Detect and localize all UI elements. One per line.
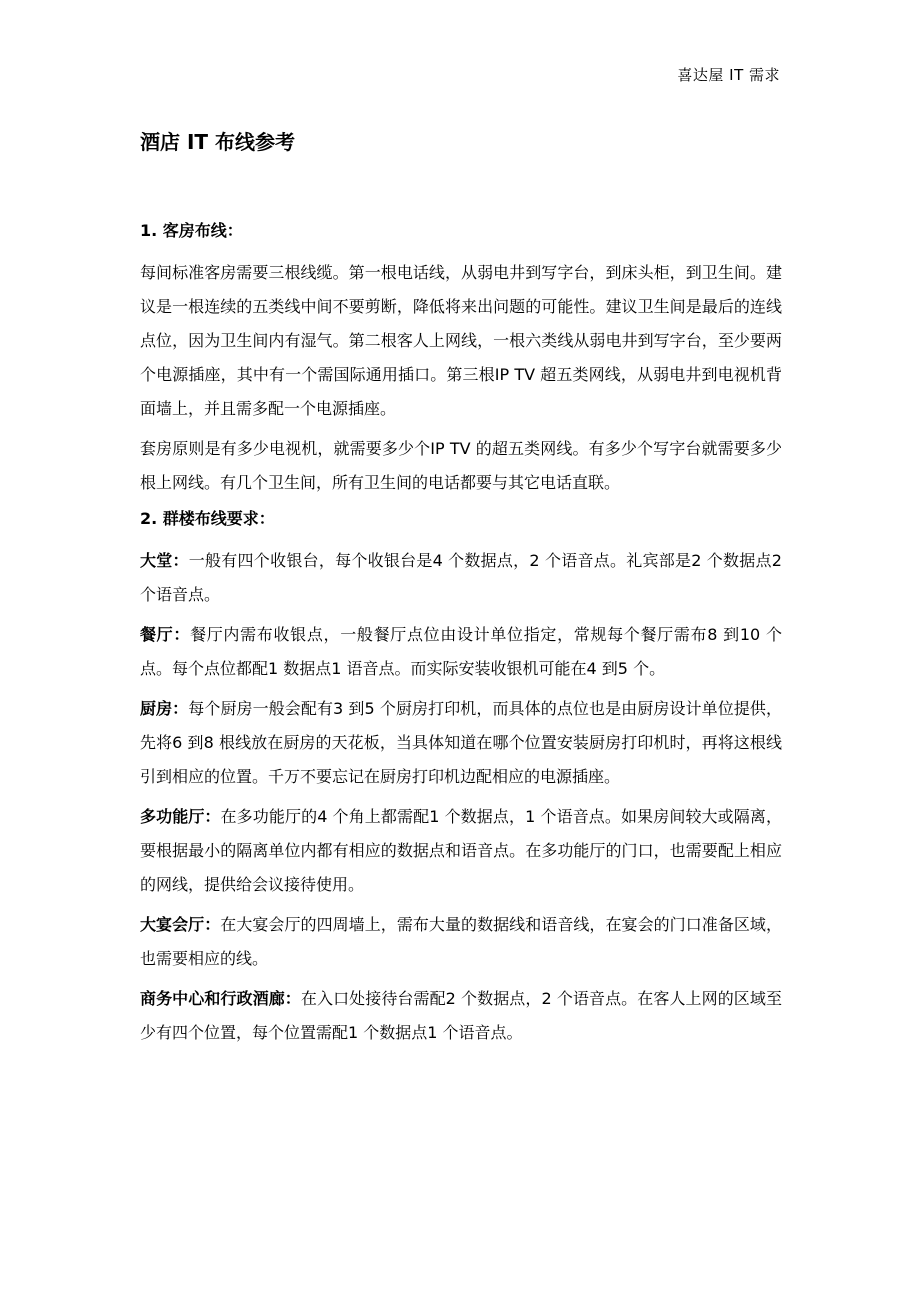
document-title: 酒店 IT 布线参考 [140, 130, 296, 154]
paragraph-label: 大堂： [140, 551, 189, 570]
page-header: 喜达屋 IT 需求 [677, 66, 780, 84]
paragraph-label: 商务中心和行政酒廊： [140, 989, 301, 1008]
paragraph-text: 一般有四个收银台，每个收银台是4 个数据点，2 个语音点。礼宾部是2 个数据点2 个语音点。 [140, 551, 782, 604]
document-body [140, 216, 782, 1050]
paragraph-text: 每个厨房一般会配有3 到5 个厨房打印机，而具体的点位也是由厨房设计单位提供，先将6 到8 根线放在厨房的天花板，当具体知道在哪个位置安装厨房打印机时，再将这根线引到相应的位置。千万不要忘记在厨房打印机边配相应的电源插座。 [140, 699, 782, 786]
paragraph-ballroom [140, 908, 782, 976]
paragraph-text: 在入口处接待台需配2 个数据点，2 个语音点。在客人上网的区域至少有四个位置，每个位置需配1 个数据点1 个语音点。 [140, 989, 782, 1042]
paragraph-kitchen [140, 692, 782, 794]
paragraph-label: 餐厅： [140, 625, 191, 644]
section-heading-guest-room: 1. 客房布线： [140, 221, 243, 240]
paragraph-lobby [140, 544, 782, 612]
paragraph-label: 厨房： [140, 699, 189, 718]
paragraph-text: 餐厅内需布收银点，一般餐厅点位由设计单位指定，常规每个餐厅需布8 到10 个点。每个点位都配1 数据点1 语音点。而实际安装收银机可能在4 到5 个。 [140, 625, 782, 678]
paragraph-restaurant [140, 618, 782, 686]
paragraph-text: 在多功能厅的4 个角上都需配1 个数据点，1 个语音点。如果房间较大或隔离，要根据最小的隔离单位内都有相应的数据点和语音点。在多功能厅的门口，也需要配上相应的网线，提供给会议接待使用。 [140, 807, 782, 894]
paragraph-label: 大宴会厅： [140, 915, 221, 934]
paragraph-label: 多功能厅： [140, 807, 221, 826]
paragraph-business-center [140, 982, 782, 1050]
paragraph-guest-room-standard: 每间标准客房需要三根线缆。第一根电话线，从弱电井到写字台，到床头柜，到卫生间。建议是一根连续的五类线中间不要剪断，降低将来出问题的可能性。建议卫生间是最后的连线点位，因为卫生间内有湿气。第二根客人上网线，一根六类线从弱电井到写字台，至少要两个电源插座，其中有一个需国际通用插口。第三根IP TV 超五类网线，从弱电井到电视机背面墙上，并且需多配一个电源插座。 [140, 263, 782, 418]
paragraph-text: 在大宴会厅的四周墙上，需布大量的数据线和语音线，在宴会的门口准备区域，也需要相应的线。 [140, 915, 782, 968]
paragraph-function-room [140, 800, 782, 902]
paragraph-suite: 套房原则是有多少电视机，就需要多少个IP TV 的超五类网线。有多少个写字台就需要多少根上网线。有几个卫生间，所有卫生间的电话都要与其它电话直联。 [140, 439, 782, 492]
section-heading-podium: 2. 群楼布线要求： [140, 509, 275, 528]
